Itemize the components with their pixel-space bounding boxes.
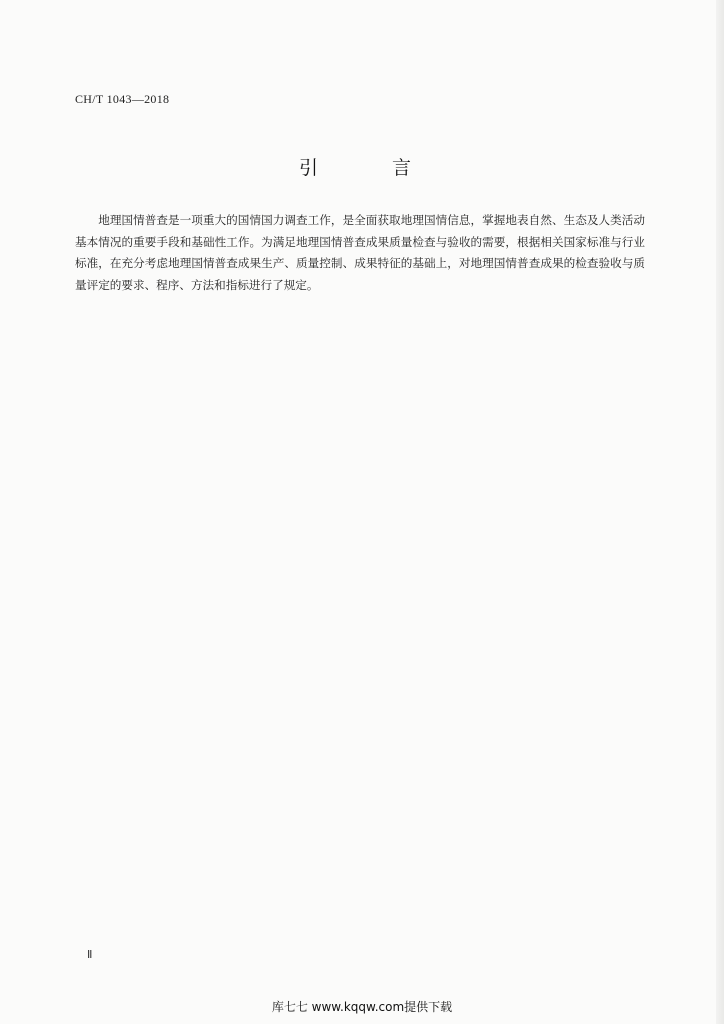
section-title: 引 言 [298,157,446,179]
page-number: Ⅱ [87,949,93,961]
standard-code: CH/T 1043—2018 [75,92,170,106]
footer-watermark: 库七七 www.kqqw.com提供下载 [271,1000,453,1014]
intro-paragraph: 地理国情普查是一项重大的国情国力调查工作，是全面获取地理国情信息，掌握地表自然、生态及人类活动基本情况的重要手段和基础性工作。为满足地理国情普查成果质量检查与验收的需要，根据相关国家标准与行业标准，在充分考虑地理国情普查成果生产、质量控制、成果特征的基础上，对地理国情普查成果的检查验收与质量评定的要求、程序、方法和指标进行了规定。 [75,213,645,292]
page-edge-shadow [716,0,724,1024]
